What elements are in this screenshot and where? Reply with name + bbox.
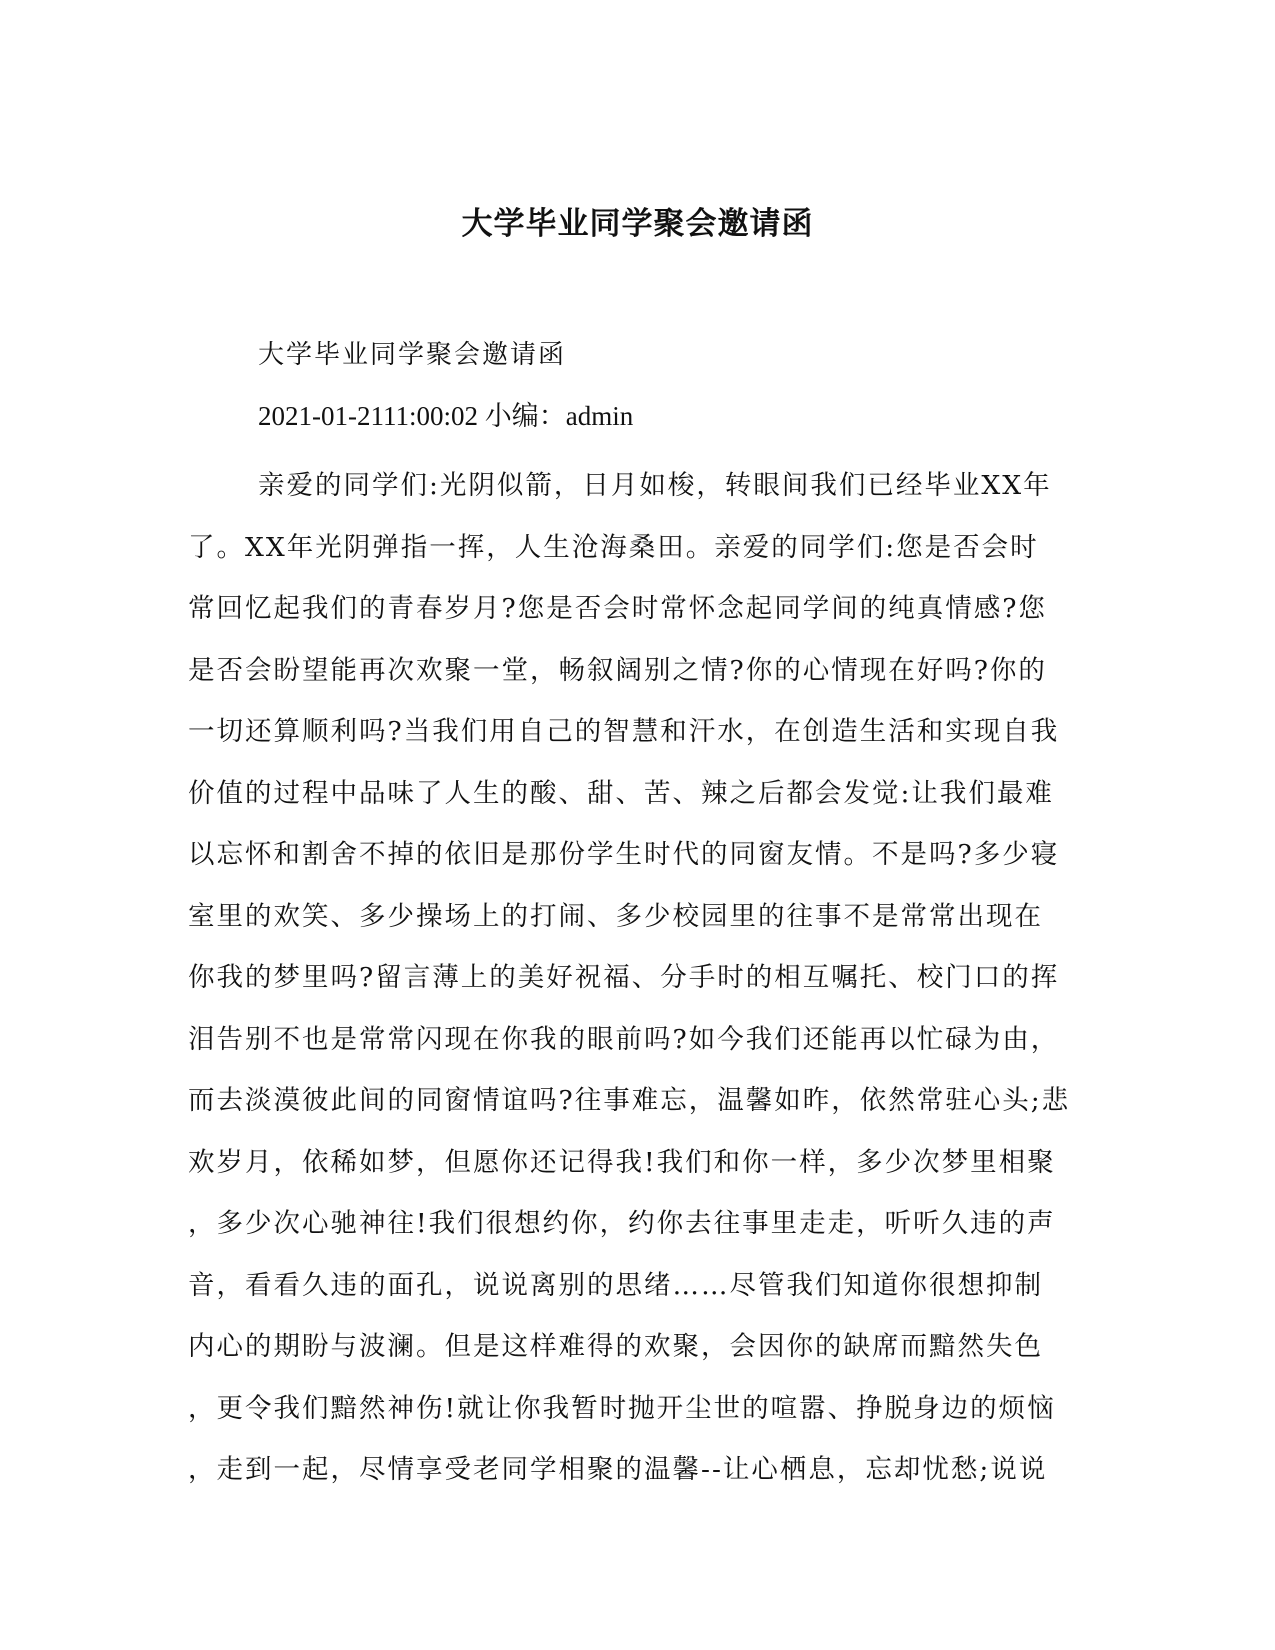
document-title: 大学毕业同学聚会邀请函 [461, 206, 814, 242]
body-line: 你我的梦里吗?留言薄上的美好祝福、分手时的相互嘱托、校门口的挥 [188, 962, 1060, 993]
body-line: 室里的欢笑、多少操场上的打闹、多少校园里的往事不是常常出现在 [188, 900, 1043, 932]
body-line: 音，看看久违的面孔，说说离别的思绪……尽管我们知道你很想抑制 [188, 1269, 1043, 1301]
body-line: 以忘怀和割舍不掉的依旧是那份学生时代的同窗友情。不是吗?多少寝 [188, 839, 1060, 870]
body-line: 而去淡漠彼此间的同窗情谊吗?往事难忘，温馨如昨，依然常驻心头;悲 [188, 1085, 1071, 1116]
body-line: 是否会盼望能再次欢聚一堂，畅叙阔别之情?你的心情现在好吗?你的 [188, 654, 1047, 686]
document-subtitle: 大学毕业同学聚会邀请函 [258, 340, 567, 370]
body-line: 欢岁月，依稀如梦，但愿你还记得我!我们和你一样，多少次梦里相聚 [188, 1146, 1056, 1178]
body-line: ，走到一起，尽情享受老同学相聚的温馨--让心栖息，忘却忧愁;说说 [188, 1454, 1048, 1485]
body-line: 泪告别不也是常常闪现在你我的眼前吗?如今我们还能再以忙碌为由， [188, 1023, 1060, 1055]
body-line: ，多少次心驰神往!我们很想约你，约你去往事里走走，听听久违的声 [188, 1208, 1056, 1239]
document-body [188, 455, 1088, 1501]
body-line: 常回忆起我们的青春岁月?您是否会时常怀念起同学间的纯真情感?您 [188, 593, 1047, 624]
body-line: 亲爱的同学们:光阴似箭，日月如梭，转眼间我们已经毕业XX年 [258, 470, 1052, 501]
document-meta-line: 2021-01-2111:00:02 小编：admin [258, 401, 634, 431]
body-line: ，更令我们黯然神伤!就让你我暂时抛开尘世的喧嚣、挣脱身边的烦恼 [188, 1392, 1056, 1424]
body-line: 了。XX年光阴弹指一挥，人生沧海桑田。亲爱的同学们:您是否会时 [188, 531, 1039, 563]
body-line: 一切还算顺利吗?当我们用自己的智慧和汗水，在创造生活和实现自我 [188, 716, 1060, 747]
body-line: 内心的期盼与波澜。但是这样难得的欢聚，会因你的缺席而黯然失色 [188, 1331, 1043, 1362]
body-line: 价值的过程中品味了人生的酸、甜、苦、辣之后都会发觉:让我们最难 [188, 777, 1054, 809]
